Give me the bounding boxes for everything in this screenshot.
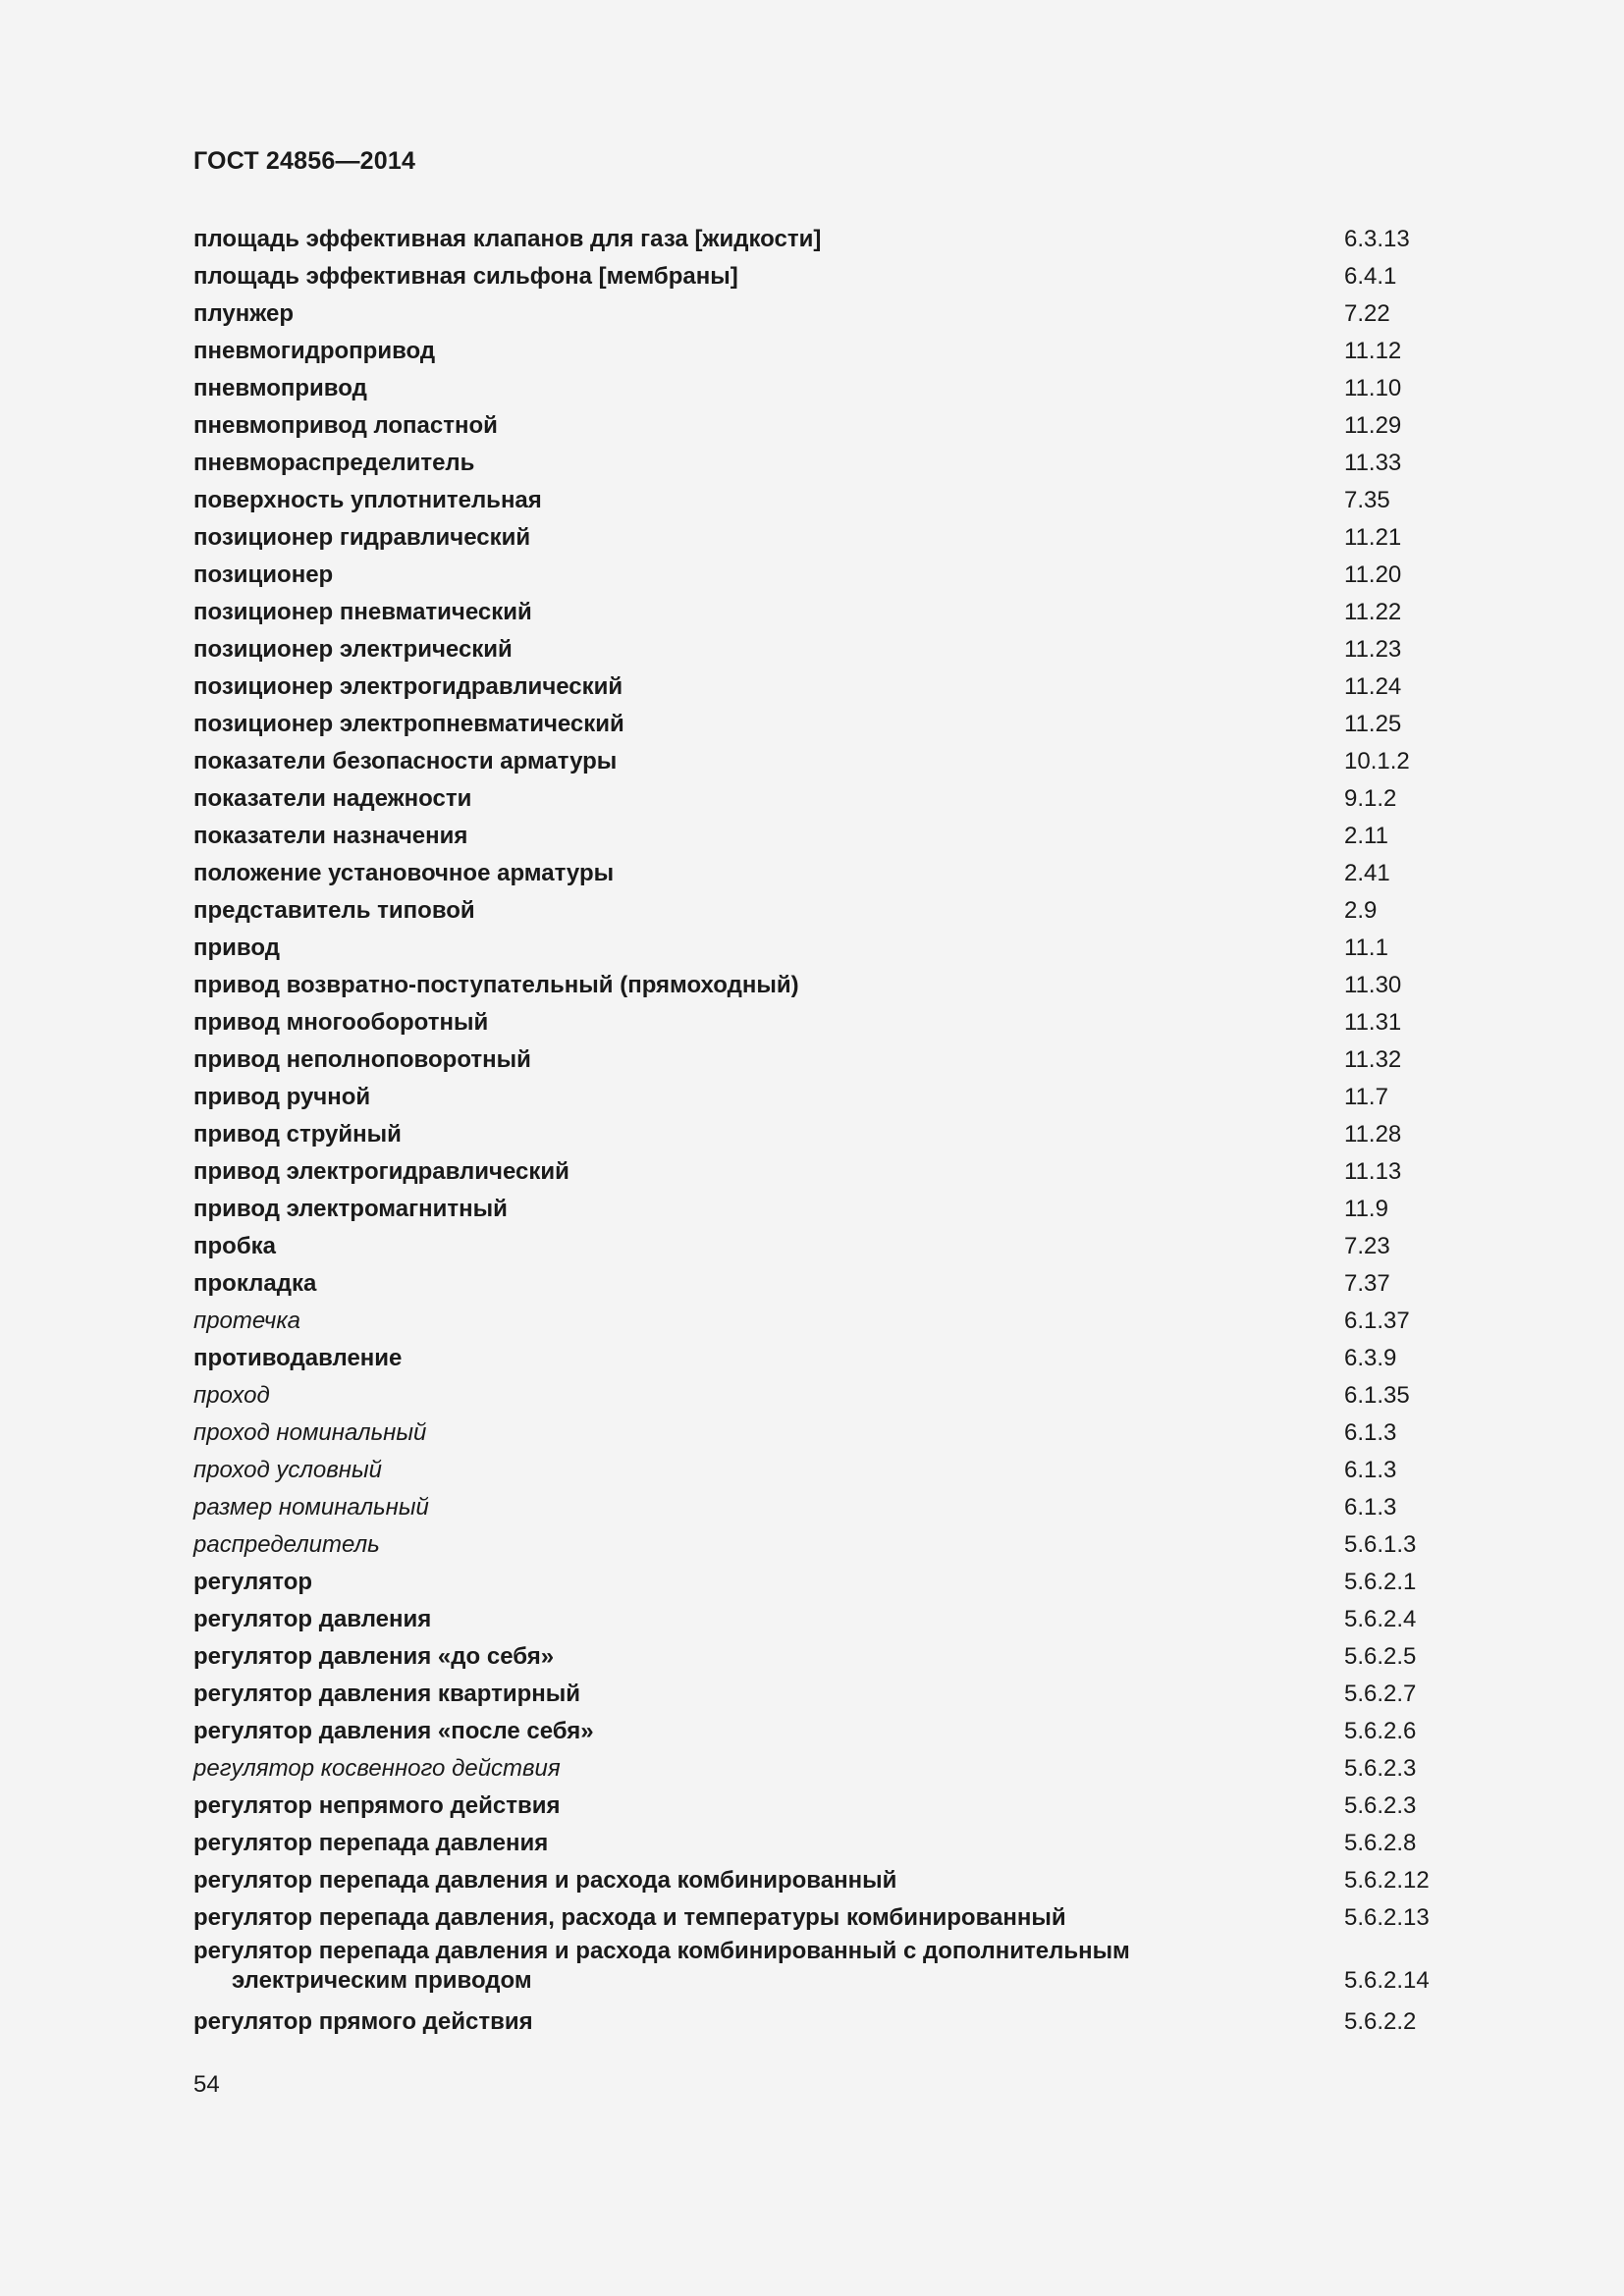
index-reference: 11.9 [1344, 1196, 1388, 1222]
index-entry [193, 1191, 1431, 1228]
index-entry [193, 706, 1431, 743]
index-term-text: проход [193, 1382, 270, 1409]
index-term [193, 557, 333, 594]
index-reference: 7.37 [1344, 1270, 1390, 1297]
index-entry [193, 1526, 1431, 1564]
term-index-list [193, 221, 1431, 2041]
index-entry [193, 1862, 1431, 1899]
index-term [193, 1415, 426, 1452]
index-reference: 11.13 [1344, 1158, 1402, 1185]
index-term [193, 1638, 554, 1676]
index-reference: 11.22 [1344, 599, 1402, 625]
index-entry [193, 1004, 1431, 1041]
index-entry [193, 1713, 1431, 1750]
index-term [193, 1340, 402, 1377]
index-term-text: привод струйный [193, 1121, 402, 1148]
index-term-text: регулятор перепада давления [193, 1830, 549, 1856]
index-term [193, 706, 624, 743]
index-term-text: привод многооборотный [193, 1009, 489, 1036]
index-term-text: позиционер гидравлический [193, 524, 531, 551]
index-term-text: прокладка [193, 1270, 317, 1297]
index-entry [193, 1937, 1431, 2003]
index-term [193, 668, 623, 706]
index-reference: 5.6.2.5 [1344, 1643, 1417, 1670]
index-term-text: привод электромагнитный [193, 1196, 508, 1222]
index-entry [193, 780, 1431, 818]
index-term-text: регулятор давления «до себя» [193, 1643, 555, 1670]
index-term-text: регулятор давления «после себя» [193, 1718, 594, 1744]
index-term [193, 892, 475, 930]
index-term [193, 855, 614, 892]
index-reference: 11.32 [1344, 1046, 1402, 1073]
index-reference: 6.1.35 [1344, 1382, 1410, 1409]
index-reference: 7.22 [1344, 300, 1390, 327]
index-term-text: пробка [193, 1233, 276, 1259]
index-term [193, 1713, 594, 1750]
index-term-text: показатели назначения [193, 823, 468, 849]
index-term [193, 1489, 429, 1526]
index-term-text: регулятор перепада давления, расхода и температуры комбинированный [193, 1904, 1066, 1931]
index-entry [193, 1899, 1431, 1937]
index-entry [193, 295, 1431, 333]
index-term-text: площадь эффективная клапанов для газа [жидкости] [193, 226, 822, 252]
index-entry [193, 631, 1431, 668]
index-term-text: проход номинальный [193, 1419, 427, 1446]
index-term [193, 258, 738, 295]
index-term-text: позиционер электрический [193, 636, 513, 663]
index-reference: 5.6.2.4 [1344, 1606, 1417, 1632]
index-term [193, 930, 280, 967]
index-reference: 11.28 [1344, 1121, 1402, 1148]
index-term-text: площадь эффективная сильфона [мембраны] [193, 263, 738, 290]
index-term-text: регулятор перепада давления и расхода комбинированный [193, 1867, 897, 1894]
index-term [193, 1899, 1066, 1937]
index-reference: 2.9 [1344, 897, 1378, 924]
index-entry [193, 1601, 1431, 1638]
index-term [193, 1676, 580, 1713]
index-term [193, 818, 467, 855]
index-entry [193, 1265, 1431, 1303]
index-reference: 9.1.2 [1344, 785, 1397, 812]
index-term [193, 780, 471, 818]
index-term-text: положение установочное арматуры [193, 860, 615, 886]
index-entry [193, 1116, 1431, 1153]
index-term-text: пневмопривод [193, 375, 367, 401]
index-term [193, 445, 474, 482]
index-entry [193, 1228, 1431, 1265]
index-term [193, 594, 532, 631]
index-term [193, 1377, 270, 1415]
index-term-text: привод электрогидравлический [193, 1158, 569, 1185]
index-entry [193, 519, 1431, 557]
index-entry [193, 407, 1431, 445]
index-term [193, 333, 435, 370]
index-reference: 5.6.2.2 [1344, 2008, 1417, 2035]
index-term-continuation: электрическим приводом [232, 1967, 532, 1994]
index-term-text: представитель типовой [193, 897, 475, 924]
index-term-text: привод [193, 934, 280, 961]
index-reference: 6.1.3 [1344, 1419, 1397, 1446]
index-entry [193, 1452, 1431, 1489]
page-header: ГОСТ 24856—2014 [193, 147, 416, 175]
index-term-text: регулятор непрямого действия [193, 1792, 561, 1819]
index-entry [193, 1750, 1431, 1788]
index-term-text: пневмораспределитель [193, 450, 475, 476]
index-term-text: пневмопривод лопастной [193, 412, 498, 439]
index-term [193, 1750, 561, 1788]
index-term-text: регулятор косвенного действия [193, 1755, 561, 1782]
index-term-text: протечка [193, 1308, 300, 1334]
index-reference: 11.31 [1344, 1009, 1402, 1036]
index-term [193, 1564, 312, 1601]
index-term [193, 1116, 402, 1153]
index-term-text: распределитель [193, 1531, 380, 1558]
index-entry [193, 1340, 1431, 1377]
index-term-text: проход условный [193, 1457, 383, 1483]
index-reference: 5.6.2.13 [1344, 1904, 1430, 1931]
index-term-text: регулятор прямого действия [193, 2008, 533, 2035]
page-number: 54 [193, 2071, 220, 2098]
index-entry [193, 445, 1431, 482]
index-term [193, 1303, 300, 1340]
index-term-text: позиционер электрогидравлический [193, 673, 623, 700]
index-term [193, 1825, 548, 1862]
index-reference: 5.6.2.3 [1344, 1792, 1417, 1819]
index-reference: 6.1.3 [1344, 1457, 1397, 1483]
index-term [193, 1079, 370, 1116]
index-entry [193, 221, 1431, 258]
index-reference: 6.1.37 [1344, 1308, 1410, 1334]
index-entry [193, 2003, 1431, 2041]
index-entry [193, 930, 1431, 967]
index-entry [193, 1638, 1431, 1676]
index-entry [193, 1153, 1431, 1191]
index-term [193, 1862, 896, 1899]
index-entry [193, 482, 1431, 519]
index-reference: 7.35 [1344, 487, 1390, 513]
index-term-text: противодавление [193, 1345, 403, 1371]
index-term-text: показатели надежности [193, 785, 472, 812]
index-term [193, 370, 367, 407]
index-reference: 5.6.2.1 [1344, 1569, 1417, 1595]
index-term-text: показатели безопасности арматуры [193, 748, 618, 774]
index-term [193, 2003, 533, 2041]
index-reference: 11.23 [1344, 636, 1402, 663]
index-entry [193, 967, 1431, 1004]
index-reference: 5.6.2.12 [1344, 1867, 1430, 1894]
index-term [193, 1526, 380, 1564]
index-reference: 11.21 [1344, 524, 1402, 551]
index-term-text: регулятор [193, 1569, 313, 1595]
index-term-text: привод возвратно-поступательный (прямоходный) [193, 972, 799, 998]
index-reference: 6.4.1 [1344, 263, 1397, 290]
index-term [193, 1041, 531, 1079]
index-reference: 2.11 [1344, 823, 1388, 849]
index-reference: 5.6.2.8 [1344, 1830, 1417, 1856]
index-reference: 11.20 [1344, 561, 1402, 588]
index-reference: 10.1.2 [1344, 748, 1410, 774]
index-term [193, 1601, 431, 1638]
index-entry [193, 1079, 1431, 1116]
index-reference: 11.7 [1344, 1084, 1388, 1110]
index-term [193, 407, 498, 445]
index-term [193, 1265, 316, 1303]
index-term-text: поверхность уплотнительная [193, 487, 542, 513]
index-reference: 5.6.2.14 [1344, 1967, 1430, 1994]
index-entry [193, 1377, 1431, 1415]
index-term [193, 1153, 569, 1191]
index-reference: 11.1 [1344, 934, 1388, 961]
index-term-text: позиционер [193, 561, 334, 588]
index-term [193, 1452, 382, 1489]
index-term-text: пневмогидропривод [193, 338, 436, 364]
index-entry [193, 1489, 1431, 1526]
index-term [193, 295, 294, 333]
index-term-text: регулятор давления квартирный [193, 1681, 580, 1707]
index-term-text: плунжер [193, 300, 294, 327]
index-reference: 5.6.2.6 [1344, 1718, 1417, 1744]
index-reference: 11.33 [1344, 450, 1402, 476]
index-term-text: регулятор давления [193, 1606, 432, 1632]
index-term [193, 1004, 488, 1041]
index-entry [193, 557, 1431, 594]
index-term [193, 221, 821, 258]
index-reference: 6.3.9 [1344, 1345, 1397, 1371]
index-term [193, 743, 617, 780]
index-term-text: регулятор перепада давления и расхода комбинированный с дополнительным [193, 1938, 1130, 1964]
index-term [193, 1191, 508, 1228]
index-term-text: размер номинальный [193, 1494, 429, 1521]
index-reference: 5.6.2.3 [1344, 1755, 1417, 1782]
index-term [193, 631, 513, 668]
index-entry [193, 1303, 1431, 1340]
index-entry [193, 743, 1431, 780]
index-term [193, 967, 799, 1004]
index-entry [193, 1825, 1431, 1862]
index-entry [193, 594, 1431, 631]
index-entry [193, 1788, 1431, 1825]
index-term [193, 1937, 1130, 1996]
index-entry [193, 892, 1431, 930]
index-entry [193, 668, 1431, 706]
index-entry [193, 258, 1431, 295]
index-reference: 11.12 [1344, 338, 1402, 364]
index-entry [193, 333, 1431, 370]
index-term [193, 519, 530, 557]
index-reference: 11.29 [1344, 412, 1402, 439]
index-reference: 6.3.13 [1344, 226, 1410, 252]
index-entry [193, 1564, 1431, 1601]
index-reference: 11.24 [1344, 673, 1402, 700]
index-entry [193, 370, 1431, 407]
index-reference: 5.6.2.7 [1344, 1681, 1417, 1707]
index-term [193, 1788, 560, 1825]
index-entry [193, 1676, 1431, 1713]
index-term-text: привод ручной [193, 1084, 371, 1110]
index-reference: 11.10 [1344, 375, 1402, 401]
index-entry [193, 818, 1431, 855]
index-entry [193, 855, 1431, 892]
index-reference: 11.30 [1344, 972, 1402, 998]
index-reference: 2.41 [1344, 860, 1390, 886]
index-term-text: позиционер электропневматический [193, 711, 624, 737]
index-entry [193, 1415, 1431, 1452]
index-term [193, 482, 542, 519]
index-term-text: позиционер пневматический [193, 599, 532, 625]
index-reference: 7.23 [1344, 1233, 1390, 1259]
index-reference: 11.25 [1344, 711, 1402, 737]
index-entry [193, 1041, 1431, 1079]
index-reference: 6.1.3 [1344, 1494, 1397, 1521]
index-reference: 5.6.1.3 [1344, 1531, 1417, 1558]
index-term-text: привод неполноповоротный [193, 1046, 531, 1073]
index-term [193, 1228, 276, 1265]
